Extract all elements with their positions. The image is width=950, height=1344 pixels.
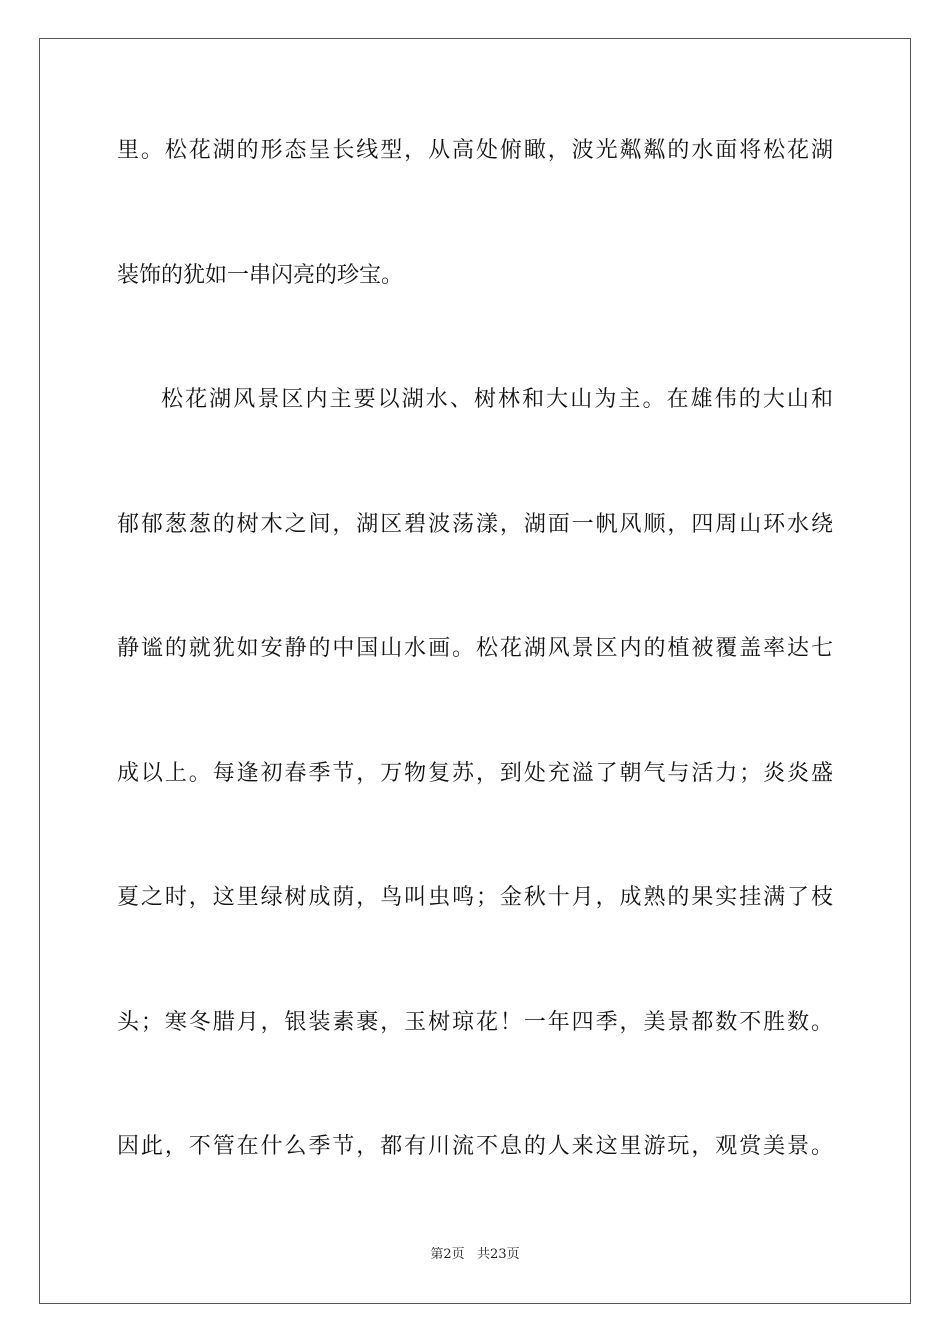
- text-line: 里。松花湖的形态呈长线型，从高处俯瞰，波光粼粼的水面将松花湖: [117, 138, 833, 163]
- text-line: 静谧的就犹如安静的中国山水画。松花湖风景区内的植被覆盖率达七: [117, 636, 833, 661]
- text-line: 装饰的犹如一串闪亮的珍宝。: [117, 263, 404, 288]
- page-border: [39, 38, 911, 1304]
- page-number-footer: 第2页 共23页: [430, 1247, 520, 1262]
- text-line-paragraph-start: 松花湖风景区内主要以湖水、树林和大山为主。在雄伟的大山和: [161, 387, 833, 412]
- text-line: 成以上。每逢初春季节，万物复苏，到处充溢了朝气与活力；炎炎盛: [117, 761, 833, 786]
- text-line: 因此，不管在什么季节，都有川流不息的人来这里游玩，观赏美景。: [117, 1134, 833, 1159]
- text-line: 头；寒冬腊月，银装素裹，玉树琼花！一年四季，美景都数不胜数。: [117, 1010, 833, 1035]
- text-line: 夏之时，这里绿树成荫，鸟叫虫鸣；金秋十月，成熟的果实挂满了枝: [117, 885, 833, 910]
- text-line: 郁郁葱葱的树木之间，湖区碧波荡漾，湖面一帆风顺，四周山环水绕: [117, 512, 833, 537]
